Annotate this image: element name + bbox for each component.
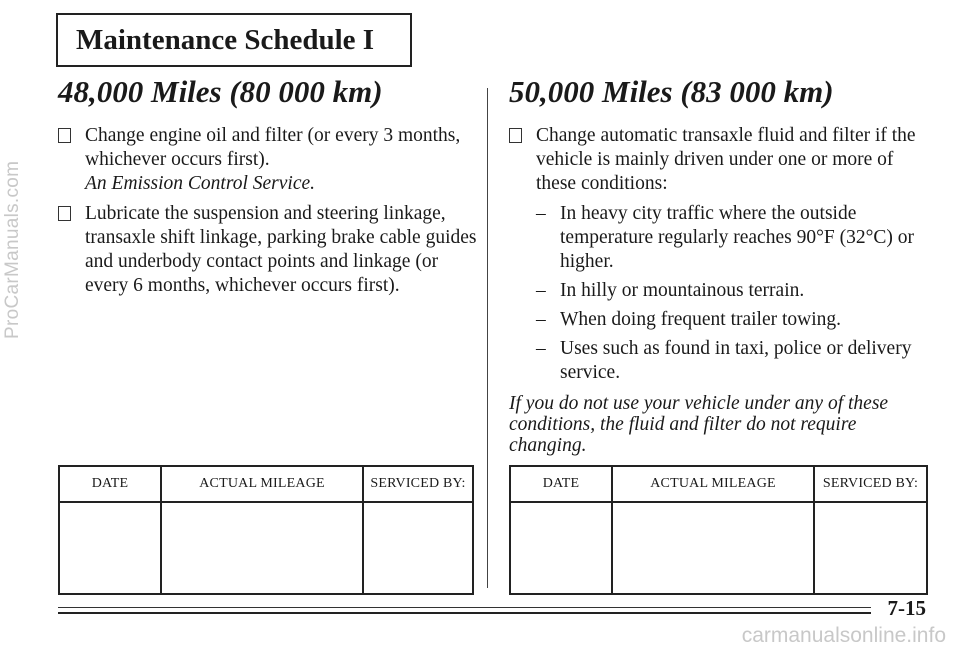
checkbox-icon[interactable] <box>58 206 71 221</box>
service-log-table-left <box>58 465 474 595</box>
table-row <box>59 502 473 594</box>
right-section-heading: 50,000 Miles (83 000 km) <box>509 74 834 109</box>
table-header-row <box>510 466 927 502</box>
date-cell[interactable] <box>510 502 612 594</box>
list-item <box>536 202 929 274</box>
table-header-row <box>59 466 473 502</box>
dash-bullet: – <box>536 203 546 224</box>
condition-text: Uses such as found in taxi, police or delivery service. <box>560 338 912 383</box>
column-header-mileage: ACTUAL MILEAGE <box>612 466 814 502</box>
mileage-cell[interactable] <box>161 502 363 594</box>
service-log-table-right <box>509 465 928 595</box>
page-number: 7-15 <box>887 596 926 620</box>
column-header-mileage: ACTUAL MILEAGE <box>161 466 363 502</box>
conditions-note: If you do not use your vehicle under any of these conditions, the fluid and filter do not require changing. <box>509 393 889 456</box>
left-section-heading: 48,000 Miles (80 000 km) <box>58 74 383 109</box>
task-text: Change automatic transaxle fluid and filter if the vehicle is mainly driven under one or more of these conditions: <box>536 125 916 194</box>
page-title: Maintenance Schedule I <box>56 13 412 67</box>
list-item <box>536 308 929 332</box>
list-item <box>536 337 929 385</box>
serviced-by-cell[interactable] <box>814 502 927 594</box>
column-divider <box>487 88 488 588</box>
condition-list <box>536 202 929 385</box>
table-row <box>510 502 927 594</box>
condition-text: When doing frequent trailer towing. <box>560 309 842 330</box>
checkbox-icon[interactable] <box>509 128 522 143</box>
column-header-date: DATE <box>510 466 612 502</box>
task-item <box>58 124 478 196</box>
left-section <box>58 72 478 304</box>
condition-text: In heavy city traffic where the outside temperature regularly reaches 90°F (32°C) or higher. <box>560 203 914 272</box>
column-header-serviced-by: SERVICED BY: <box>363 466 473 502</box>
checkbox-icon[interactable] <box>58 128 71 143</box>
right-section <box>509 72 929 456</box>
task-text: Change engine oil and filter (or every 3 months, whichever occurs first). <box>85 125 461 170</box>
side-watermark: ProCarManuals.com <box>2 160 23 340</box>
date-cell[interactable] <box>59 502 161 594</box>
footer-rule <box>58 607 871 608</box>
task-item <box>58 202 478 298</box>
list-item <box>536 279 929 303</box>
dash-bullet: – <box>536 338 546 359</box>
dash-bullet: – <box>536 280 546 301</box>
footer-rule-bold <box>58 612 871 614</box>
mileage-cell[interactable] <box>612 502 814 594</box>
serviced-by-cell[interactable] <box>363 502 473 594</box>
emission-note: An Emission Control Service. <box>85 173 316 194</box>
column-header-date: DATE <box>59 466 161 502</box>
task-item <box>509 124 929 385</box>
condition-text: In hilly or mountainous terrain. <box>560 280 805 301</box>
column-header-serviced-by: SERVICED BY: <box>814 466 927 502</box>
bottom-watermark: carmanualsonline.info <box>741 624 946 647</box>
dash-bullet: – <box>536 309 546 330</box>
task-text: Lubricate the suspension and steering linkage, transaxle shift linkage, parking brake cable guides and underbody contact points and linkage (or every 6 months, whichever occurs first). <box>85 203 477 296</box>
